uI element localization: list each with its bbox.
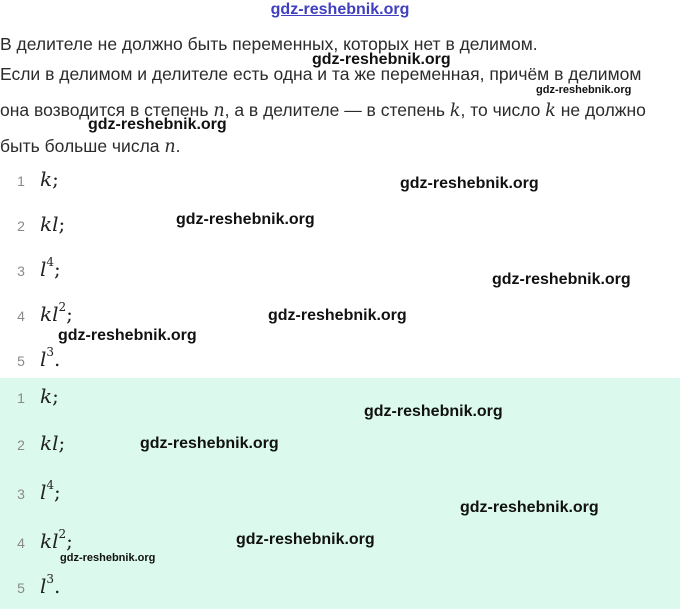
item-expression: k; [40,384,59,408]
item-expression: kl; [40,431,66,455]
item-number: 4 [17,308,25,324]
list-item [0,380,680,416]
rule-line-4-a: быть больше числа [0,136,165,156]
rule-line-3-a: она возводится в степень [0,100,214,120]
list-item [0,427,680,463]
watermark: gdz-reshebnik.org [88,116,227,133]
watermark: gdz-reshebnik.org [400,175,539,192]
item-number: 1 [17,173,25,189]
list-item [0,570,680,606]
item-expression: $kl^2$; [40,527,73,553]
rule-line-3-d: не должно [555,100,646,120]
answer-list [0,378,680,609]
rule-line-4-b: . [175,136,181,156]
item-number: 5 [17,353,25,369]
list-item [0,208,680,244]
item-number: 3 [17,263,25,279]
math-n: n [213,101,225,121]
item-number: 3 [17,486,25,502]
rule-line-3-b: , а в делителе — в степень [224,100,450,120]
item-expression: $l^4$; [40,478,61,504]
watermark: gdz-reshebnik.org [268,307,407,324]
item-expression: $kl^2$; [40,300,73,326]
header-watermark[interactable]: gdz-reshebnik.org [270,1,410,18]
item-number: 2 [17,218,25,234]
item-number: 5 [17,580,25,596]
rule-line-2: Если в делимом и делителе есть одна и та же переменная, причём в делимом [0,64,642,84]
watermark: gdz-reshebnik.org [364,403,503,420]
list-item [0,343,680,379]
watermark: gdz-reshebnik.org [60,552,156,564]
item-number: 2 [17,437,25,453]
watermark: gdz-reshebnik.org [58,327,197,344]
options-list [0,161,680,378]
watermark: gdz-reshebnik.org [536,84,632,96]
watermark: gdz-reshebnik.org [140,435,279,452]
math-k: k [449,101,461,121]
item-number: 4 [17,535,25,551]
rule-line-4 [0,129,181,165]
watermark: gdz-reshebnik.org [236,531,375,548]
item-expression: k; [40,167,59,191]
list-item [0,163,680,199]
watermark: gdz-reshebnik.org [176,211,315,228]
math-k: k [545,101,556,121]
item-expression: kl; [40,212,66,236]
rule-line-3-c: , то число [460,100,546,120]
item-expression: $l^3$. [40,572,61,598]
math-n: n [164,137,176,157]
item-expression: $l^4$; [40,255,61,281]
watermark: gdz-reshebnik.org [460,499,599,516]
rule-line-1: В делителе не должно быть переменных, которых нет в делимом. [0,34,538,54]
item-expression: $l^3$. [40,345,61,371]
watermark: gdz-reshebnik.org [492,271,631,288]
item-number: 1 [17,390,25,406]
watermark: gdz-reshebnik.org [312,51,451,68]
